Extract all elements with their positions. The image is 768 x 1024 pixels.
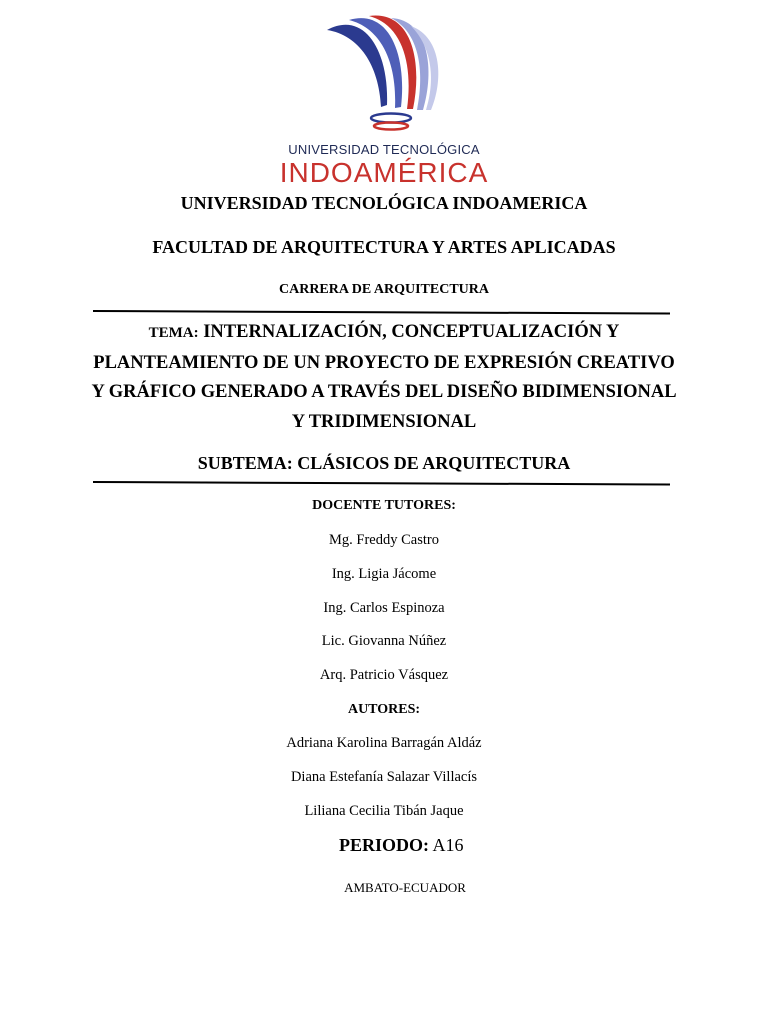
faculty-name: FACULTAD DE ARQUITECTURA Y ARTES APLICADAS (152, 237, 616, 257)
tema-line-2: PLANTEAMIENTO DE UN PROYECTO DE EXPRESIÓN CREATIVO (93, 352, 675, 373)
subtema: SUBTEMA: CLÁSICOS DE ARQUITECTURA (197, 453, 571, 473)
top-divider (93, 310, 670, 315)
periodo (339, 835, 464, 856)
docente-name: Mg. Freddy Castro (329, 532, 439, 548)
tema-label: TEMA: (148, 325, 199, 341)
autor-name: Adriana Karolina Barragán Aldáz (286, 735, 482, 751)
university-name: UNIVERSIDAD TECNOLÓGICA INDOAMERICA (180, 193, 588, 213)
logo-text-university: UNIVERSIDAD TECNOLÓGICA (288, 142, 480, 157)
tema-block (84, 318, 684, 437)
sail-logo-icon (319, 10, 449, 135)
location: AMBATO-ECUADOR (344, 880, 466, 895)
docentes-heading: DOCENTE TUTORES: (312, 498, 456, 513)
tema-line-4: Y TRIDIMENSIONAL (291, 411, 477, 432)
autor-name: Liliana Cecilia Tibán Jaque (304, 803, 464, 819)
tema-line-1-text: INTERNALIZACIÓN, CONCEPTUALIZACIÓN Y (198, 322, 620, 342)
docente-name: Arq. Patricio Vásquez (319, 667, 449, 683)
tema-line-1 (84, 318, 684, 349)
tema-line-3: Y GRÁFICO GENERADO A TRAVÉS DEL DISEÑO BIDIMENSIONAL (91, 382, 677, 402)
autor-name: Diana Estefanía Salazar Villacís (290, 769, 478, 785)
bottom-divider (93, 481, 670, 486)
docente-name: Lic. Giovanna Núñez (321, 633, 447, 649)
career-name: CARRERA DE ARQUITECTURA (278, 282, 490, 297)
periodo-value: A16 (429, 835, 464, 855)
periodo-label: PERIODO: (339, 835, 429, 855)
autores-heading: AUTORES: (347, 702, 421, 717)
docente-name: Ing. Ligia Jácome (331, 566, 437, 582)
logo-text-indoamerica: INDOAMÉRICA (279, 157, 489, 188)
docente-name: Ing. Carlos Espinoza (323, 600, 445, 616)
university-logo (274, 10, 494, 188)
